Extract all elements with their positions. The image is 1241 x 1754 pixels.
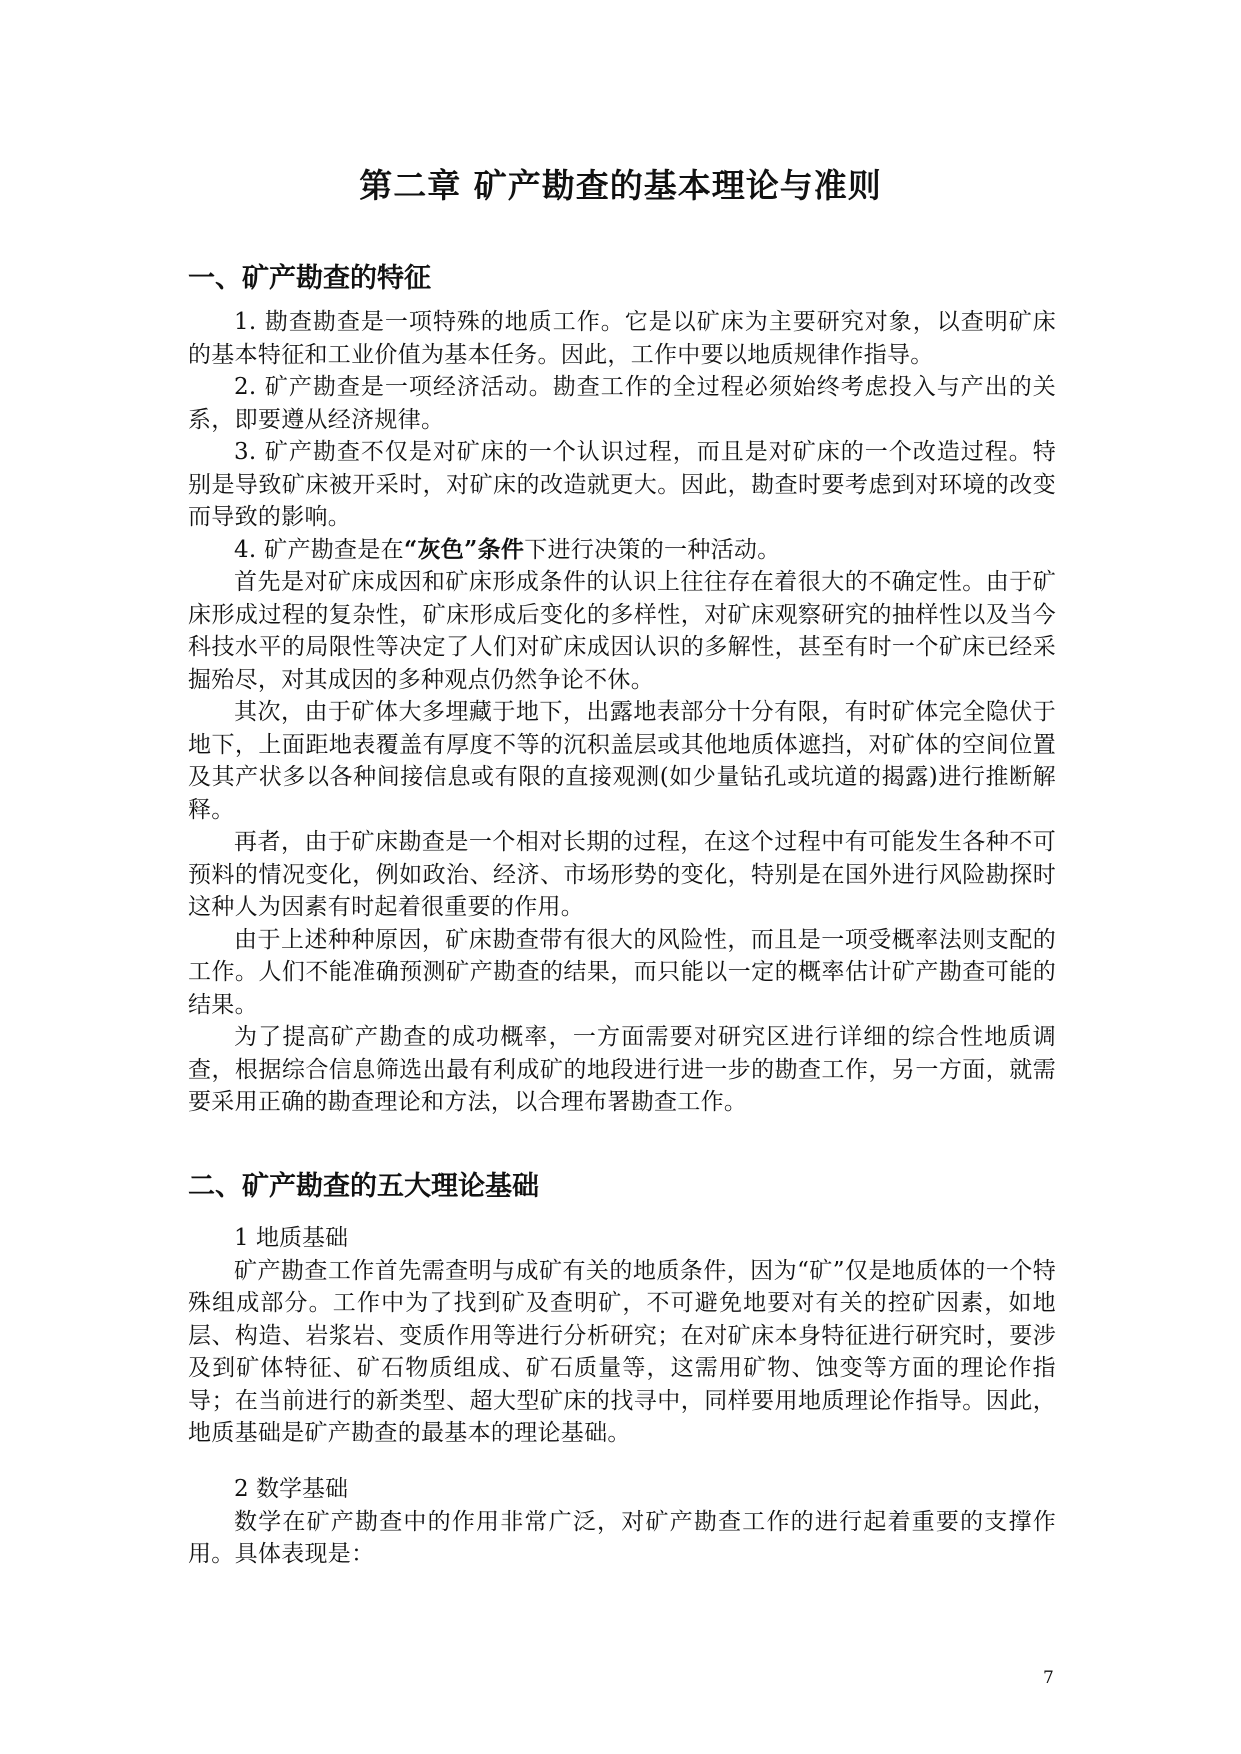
- subsection-title: 2 数学基础: [234, 1476, 348, 1502]
- paragraph: [188, 534, 1056, 567]
- paragraph: 为了提高矿产勘查的成功概率，一方面需要对研究区进行详细的综合性地质调查，根据综合信息筛选出最有利成矿的地段进行进一步的勘查工作，另一方面，就需要采用正确的勘查理论和方法，以合理布署勘查工作。: [188, 1024, 1056, 1115]
- chapter-title: 第二章 矿产勘查的基本理论与准则: [359, 166, 882, 205]
- subsection-math: [188, 1473, 1056, 1571]
- paragraph: 2. 矿产勘查是一项经济活动。勘查工作的全过程必须始终考虑投入与产出的关系，即要遵从经济规律。: [188, 374, 1056, 433]
- paragraph: 3. 矿产勘查不仅是对矿床的一个认识过程，而且是对矿床的一个改造过程。特别是导致矿床被开采时，对矿床的改造就更大。因此，勘查时要考虑到对环境的改变而导致的影响。: [188, 439, 1056, 530]
- bold-term: “灰色”条件: [403, 535, 525, 563]
- paragraph: 首先是对矿床成因和矿床形成条件的认识上往往存在着很大的不确定性。由于矿床形成过程的复杂性，矿床形成后变化的多样性，对矿床观察研究的抽样性以及当今科技水平的局限性等决定了人们对矿床成因认识的多解性，甚至有时一个矿床已经采掘殆尽，对其成因的多种观点仍然争论不休。: [188, 569, 1056, 693]
- subsection-title: 1 地质基础: [234, 1225, 348, 1251]
- paragraph-text: 下进行决策的一种活动。: [524, 536, 781, 563]
- section-heading-features: 一、矿产勘查的特征: [188, 263, 431, 294]
- paragraph: 其次，由于矿体大多埋藏于地下，出露地表部分十分有限，有时矿体完全隐伏于地下，上面距地表覆盖有厚度不等的沉积盖层或其他地质体遮挡，对矿体的空间位置及其产状多以各种间接信息或有限的直接观测(如少量钻孔或坑道的揭露)进行推断解释。: [188, 699, 1056, 823]
- subsection-geology: [188, 1222, 1056, 1450]
- section-features-body: [188, 306, 1056, 1119]
- section-heading-theory: 二、矿产勘查的五大理论基础: [188, 1171, 539, 1202]
- paragraph: 由于上述种种原因，矿床勘查带有很大的风险性，而且是一项受概率法则支配的工作。人们不能准确预测矿产勘查的结果，而只能以一定的概率估计矿产勘查可能的结果。: [188, 926, 1056, 1018]
- page-number: 7: [1043, 1668, 1054, 1688]
- paragraph: 再者，由于矿床勘查是一个相对长期的过程，在这个过程中有可能发生各种不可预料的情况变化，例如政治、经济、市场形势的变化，特别是在国外进行风险勘探时这种人为因素有时起着很重要的作用。: [188, 829, 1056, 920]
- paragraph: 数学在矿产勘查中的作用非常广泛，对矿产勘查工作的进行起着重要的支撑作用。具体表现是：: [188, 1508, 1056, 1567]
- paragraph-text: 4. 矿产勘查是在: [234, 536, 404, 563]
- paragraph: 矿产勘查工作首先需查明与成矿有关的地质条件，因为“矿”仅是地质体的一个特殊组成部分。工作中为了找到矿及查明矿，不可避免地要对有关的控矿因素，如地层、构造、岩浆岩、变质作用等进行分析研究；在对矿床本身特征进行研究时，要涉及到矿体特征、矿石物质组成、矿石质量等，这需用矿物、蚀变等方面的理论作指导；在当前进行的新类型、超大型矿床的找寻中，同样要用地质理论作指导。因此，地质基础是矿产勘查的最基本的理论基础。: [188, 1257, 1056, 1446]
- paragraph: 1. 勘查勘查是一项特殊的地质工作。它是以矿床为主要研究对象，以查明矿床的基本特征和工业价值为基本任务。因此，工作中要以地质规律作指导。: [188, 309, 1056, 368]
